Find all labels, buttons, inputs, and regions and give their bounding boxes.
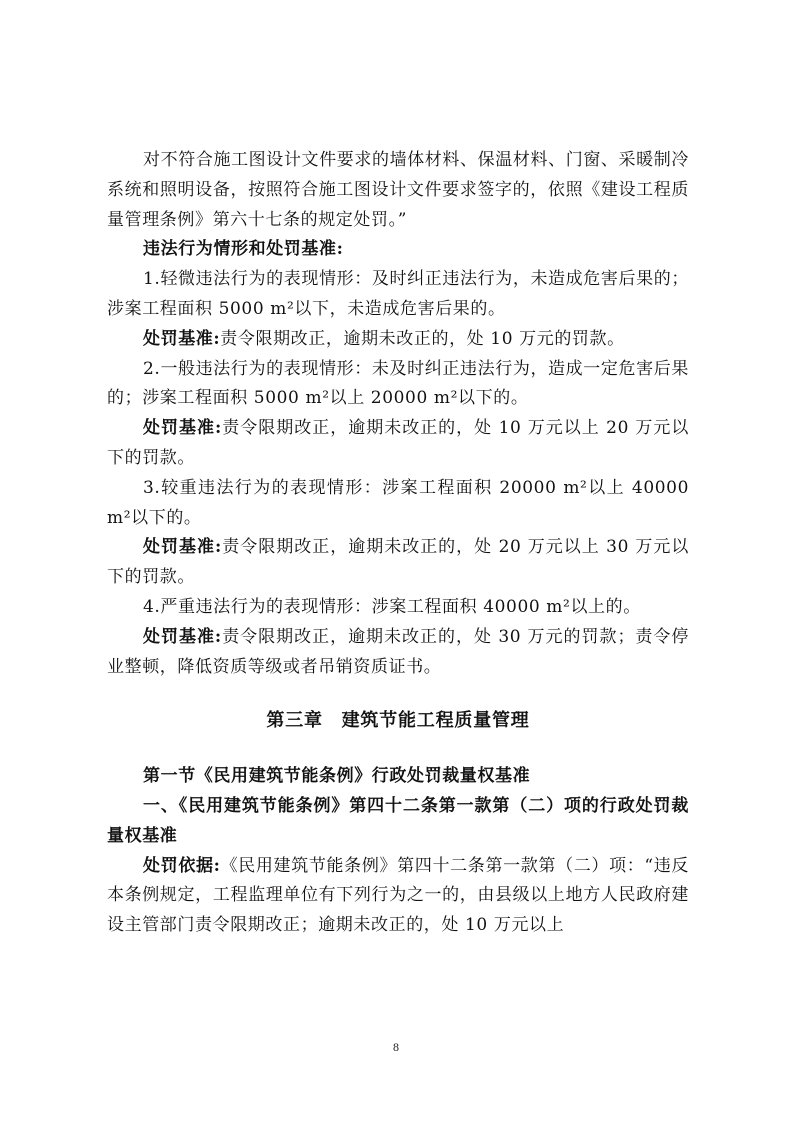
basis-text: 《民用建筑节能条例》第四十二条第一款第（二）项：“违反本条例规定，工程监理单位有下列行为之一的，由县级以上地方人民政府建设主管部门责令限期改正；逾期未改正的，处 10 万元以上 bbox=[107, 855, 689, 936]
subsection-title: 一、《民用建筑节能条例》第四十二条第一款第（二）项的行政处罚裁量权基准 bbox=[107, 795, 689, 846]
item-severe-violation: 4.严重违法行为的表现情形：涉案工程面积 40000 m²以上的。 bbox=[143, 596, 641, 617]
penalty-label: 处罚基准: bbox=[143, 537, 222, 558]
item-general-violation: 2.一般违法行为的表现情形：未及时纠正违法行为，造成一定危害后果的；涉案工程面积 5000 m²以上 20000 m²以下的。 bbox=[107, 358, 689, 409]
penalty-general-text: 责令限期改正，逾期未改正的，处 10 万元以上 20 万元以下的罚款。 bbox=[107, 418, 689, 468]
item-minor-violation: 1.轻微违法行为的表现情形：及时纠正违法行为，未造成危害后果的；涉案工程面积 5000 m²以下，未造成危害后果的。 bbox=[107, 269, 689, 319]
penalty-basis bbox=[107, 852, 689, 941]
page-number: 8 bbox=[393, 1040, 399, 1054]
penalty-general bbox=[107, 414, 689, 474]
item-serious-violation: 3.较重违法行为的表现情形：涉案工程面积 20000 m²以上 40000 m²以下的。 bbox=[107, 477, 689, 528]
penalty-minor-text: 责令限期改正，逾期未改正的，处 10 万元的罚款。 bbox=[220, 328, 625, 349]
penalty-severe bbox=[107, 623, 689, 683]
penalty-serious bbox=[107, 533, 689, 593]
heading-violation-standard: 违法行为情形和处罚基准: bbox=[143, 239, 344, 260]
penalty-label: 处罚基准: bbox=[143, 418, 222, 439]
penalty-minor bbox=[107, 325, 689, 355]
chapter-title: 第三章 建筑节能工程质量管理 bbox=[266, 710, 530, 732]
penalty-serious-text: 责令限期改正，逾期未改正的，处 20 万元以上 30 万元以下的罚款。 bbox=[107, 537, 689, 588]
penalty-label: 处罚基准: bbox=[143, 626, 222, 647]
basis-label: 处罚依据: bbox=[143, 855, 221, 876]
penalty-severe-text: 责令限期改正，逾期未改正的，处 30 万元的罚款；责令停业整顿，降低资质等级或者吊销资质证书。 bbox=[107, 626, 689, 677]
paragraph-regulation-text: 对不符合施工图设计文件要求的墙体材料、保温材料、门窗、采暖制冷系统和照明设备，按照符合施工图设计文件要求签字的，依照《建设工程质量管理条例》第六十七条的规定处罚。” bbox=[107, 150, 689, 230]
page-content bbox=[107, 146, 689, 941]
penalty-label: 处罚基准: bbox=[143, 328, 221, 349]
section-title: 第一节《民用建筑节能条例》行政处罚裁量权基准 bbox=[143, 766, 531, 787]
